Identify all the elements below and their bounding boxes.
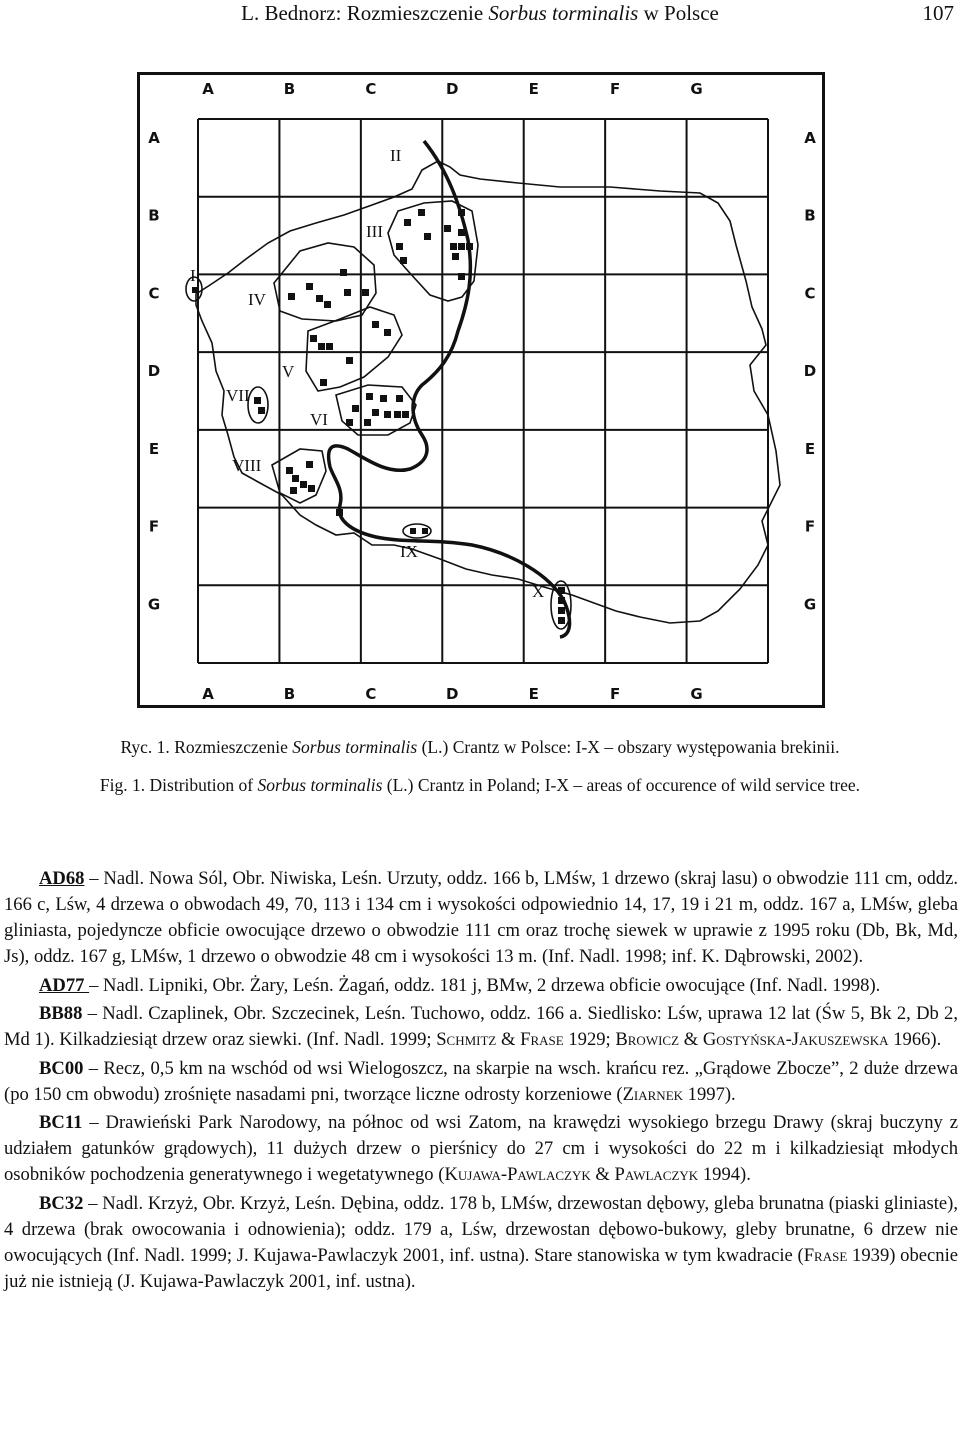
column-label-bottom: A	[202, 685, 214, 703]
entry-bc32	[4, 1191, 958, 1295]
caption-text: Distribution of	[145, 775, 258, 795]
entry-text: – Drawieński Park Narodowy, na północ od wsi Zatom, na krawędzi wysokiego brzegu Drawy (skraj buczyny z udziałem gatunków grądowych), 11 dużych drzew o pierśnicy do 27 cm i wysokości do 22 m i kilkadziesiąt młodych osobników pochodzenia generatywnego i wegetatywnego (	[4, 1112, 958, 1186]
locality-marker	[558, 617, 565, 624]
column-label-bottom: F	[610, 685, 621, 703]
entry-ad68	[4, 866, 958, 970]
locality-marker	[410, 528, 416, 534]
locality-marker	[458, 243, 465, 250]
row-label-right: E	[804, 439, 816, 458]
locality-marker	[384, 329, 391, 336]
locality-marker	[422, 528, 428, 534]
row-label-left: D	[147, 362, 161, 381]
area-label-III: III	[366, 222, 383, 241]
column-label-top: F	[610, 80, 621, 98]
entry-text: – Recz, 0,5 km na wschód od wsi Wielogoszcz, na skarpie na wsch. krańcu rez. „Grądowe Zbocze”, 2 duże drzewa (po 150 cm obwodu) zrośnięte nasadami pni, tworzące liczne odrosty korzeniowe (	[4, 1057, 958, 1105]
square-code: AD68	[39, 868, 85, 889]
locality-marker	[450, 243, 457, 250]
locality-marker	[336, 509, 343, 516]
locality-marker	[306, 283, 313, 290]
column-label-bottom: E	[528, 685, 539, 703]
locality-marker	[290, 487, 297, 494]
locality-marker	[324, 301, 331, 308]
locality-marker	[458, 229, 465, 236]
area-label-II: II	[390, 146, 402, 165]
locality-marker	[396, 395, 403, 402]
row-label-left: B	[148, 206, 160, 225]
entry-text: &	[679, 1029, 703, 1051]
column-label-bottom: C	[365, 685, 377, 703]
column-label-bottom: D	[446, 685, 459, 703]
column-label-top: D	[446, 80, 459, 98]
caption-species: Sorbus torminalis	[257, 775, 383, 795]
locality-marker	[286, 467, 293, 474]
row-label-right: C	[804, 284, 816, 303]
locality-marker	[458, 209, 465, 216]
author-name: Kujawa-Pawlaczyk	[444, 1164, 591, 1186]
area-label-V: V	[282, 362, 295, 381]
locality-marker	[192, 287, 198, 293]
locality-marker	[444, 225, 451, 232]
locality-marker	[558, 607, 565, 614]
locality-marker	[346, 357, 353, 364]
caption-label: Ryc. 1.	[120, 737, 170, 757]
entry-bc11	[4, 1110, 958, 1188]
entry-text: 1939) obecnie już nie istnieją (J. Kujawa-Pawlaczyk 2001, inf. ustna).	[4, 1244, 958, 1292]
entry-text: 1929;	[563, 1029, 616, 1051]
column-label-bottom: B	[283, 685, 296, 703]
entry-text: &	[590, 1164, 615, 1186]
author-name: Ziarnek	[622, 1083, 684, 1105]
locality-marker	[320, 379, 327, 386]
area-label-I: I	[190, 266, 196, 285]
locality-marker	[258, 407, 265, 414]
entry-text: &	[496, 1029, 521, 1051]
author-name: Frase	[803, 1244, 848, 1266]
locality-marker	[466, 243, 473, 250]
area-label-VI: VI	[310, 410, 328, 429]
running-title-text: L. Bednorz: Rozmieszczenie	[241, 1, 489, 25]
distribution-map	[137, 72, 825, 708]
locality-marker	[402, 411, 409, 418]
locality-marker	[308, 485, 315, 492]
row-label-left: E	[148, 439, 160, 458]
locality-marker	[404, 219, 411, 226]
row-label-right: B	[804, 206, 816, 225]
row-label-right: F	[804, 517, 816, 536]
row-label-left: C	[148, 284, 160, 303]
locality-marker	[384, 411, 391, 418]
locality-marker	[424, 233, 431, 240]
locality-marker	[458, 273, 465, 280]
column-label-top: E	[528, 80, 539, 98]
locality-marker	[366, 393, 373, 400]
running-title	[0, 0, 960, 26]
caption-text: Rozmieszczenie	[169, 737, 293, 757]
column-label-top: G	[690, 80, 703, 98]
locality-marker	[292, 475, 299, 482]
locality-marker	[344, 289, 351, 296]
poland-outline	[196, 161, 780, 623]
entry-text: 1994).	[698, 1164, 751, 1186]
locality-marker	[364, 419, 371, 426]
locality-marker	[452, 253, 459, 260]
map-canvas	[140, 75, 822, 705]
page-number: 107	[922, 1, 954, 25]
locality-marker	[346, 419, 353, 426]
locality-marker	[394, 411, 401, 418]
author-name: Schmitz	[436, 1029, 497, 1051]
figure-caption-polish	[0, 736, 960, 758]
caption-text: (L.) Crantz in Poland; I-X – areas of occurence of wild service tree.	[382, 775, 861, 795]
locality-marker	[400, 257, 407, 264]
row-label-left: A	[148, 129, 160, 147]
square-code: BC32	[39, 1192, 84, 1214]
running-title-species: Sorbus torminalis	[488, 1, 639, 25]
locality-marker	[300, 481, 307, 488]
locality-marker	[362, 289, 369, 296]
caption-label: Fig. 1.	[99, 775, 146, 795]
entry-ad77	[4, 973, 958, 999]
locality-points	[192, 209, 565, 624]
row-label-right: D	[803, 362, 817, 381]
locality-marker	[352, 405, 359, 412]
locality-marker	[288, 293, 295, 300]
square-code: BC11	[39, 1112, 83, 1134]
author-name: Pawlaczyk	[614, 1164, 699, 1186]
locality-marker	[418, 209, 425, 216]
locality-marker	[254, 397, 261, 404]
locality-marker	[340, 269, 347, 276]
column-label-top: C	[365, 80, 377, 98]
entry-text: 1997).	[683, 1083, 736, 1105]
entry-bb88	[4, 1001, 958, 1053]
entry-text: – Nadl. Czaplinek, Obr. Szczecinek, Leśn. Tuchowo, oddz. 166 a. Siedlisko: Lśw, uprawa 12 lat (Św 5, Bk 2, Db 2, Md 1). Kilkadziesiąt drzew oraz siewki. (Inf. Nadl. 1999;	[4, 1003, 958, 1051]
area-label-VIII: VIII	[232, 456, 262, 475]
locality-marker	[396, 243, 403, 250]
area-label-IV: IV	[248, 290, 266, 309]
square-code: BC00	[39, 1057, 84, 1079]
locality-marker	[558, 597, 565, 604]
entry-bc00	[4, 1056, 958, 1108]
locality-marker	[372, 321, 379, 328]
locality-marker	[558, 587, 565, 594]
square-code: AD77	[39, 974, 90, 996]
entry-text: – Nadl. Lipniki, Obr. Żary, Leśn. Żagań, oddz. 181 j, BMw, 2 drzewa obficie owocujące (Inf. Nadl. 1998).	[89, 974, 881, 996]
locality-marker	[310, 335, 317, 342]
locality-marker	[380, 395, 387, 402]
area-label-X: X	[532, 582, 545, 601]
column-label-bottom: G	[690, 685, 703, 703]
locality-marker	[316, 295, 323, 302]
row-label-left: F	[148, 517, 160, 536]
column-label-top: A	[202, 80, 214, 98]
running-header	[0, 0, 960, 30]
caption-species: Sorbus torminalis	[292, 737, 418, 757]
figure-caption-english	[0, 774, 960, 796]
author-name: Gostyńska-Jakuszewska	[702, 1029, 889, 1051]
map-grid	[198, 119, 768, 663]
running-title-suffix: w Polsce	[638, 1, 719, 25]
area-label-VII: VII	[226, 386, 250, 405]
row-label-left: G	[147, 595, 161, 614]
locality-list	[4, 866, 958, 1297]
entry-text: – Nadl. Krzyż, Obr. Krzyż, Leśn. Dębina, oddz. 178 b, LMśw, drzewostan dębowy, gleba brunatna (piaski gliniaste), 4 drzewa (brak owocowania i odnowienia); oddz. 179 a, Lśw, drzewostan dębowo-bukowy, gleby brunatne, 6 drzew nie owocujących (Inf. Nadl. 1999; J. Kujawa-Pawlaczyk 2001, inf. ustna). Stare stanowiska w tym kwadracie (	[4, 1192, 958, 1266]
column-label-top: B	[283, 80, 296, 98]
entry-text: 1966).	[888, 1029, 942, 1051]
entry-text: – Nadl. Nowa Sól, Obr. Niwiska, Leśn. Urzuty, oddz. 166 b, LMśw, 1 drzewo (skraj lasu) o obwodzie 111 cm, oddz. 166 c, Lśw, 4 drzewa o obwodach 49, 70, 113 i 134 cm i wysokości odpowiednio 14, 17, 19 i 21 m, oddz. 167 a, LMśw, gleba gliniasta, pojedyncze obficie owocujące drzewo o obwodzie 111 cm oraz trochę siewek w uprawie z 1995 roku (Db, Bk, Md, Js), oddz. 167 g, LMśw, 1 drzewo o obwodzie 48 cm i wysokości 13 m. (Inf. Nadl. 1998; inf. K. Dąbrowski, 2002).	[4, 868, 958, 968]
author-name: Browicz	[615, 1029, 680, 1051]
row-label-right: A	[804, 129, 816, 147]
area-label-IX: IX	[400, 542, 418, 561]
area-outline-VII	[248, 387, 268, 423]
square-code: BB88	[39, 1003, 83, 1025]
author-name: Frase	[520, 1029, 564, 1051]
locality-marker	[372, 409, 379, 416]
caption-text: (L.) Crantz w Polsce: I-X – obszary występowania brekinii.	[417, 737, 840, 757]
locality-marker	[306, 461, 313, 468]
locality-marker	[326, 343, 333, 350]
row-label-right: G	[803, 595, 817, 614]
locality-marker	[318, 343, 325, 350]
